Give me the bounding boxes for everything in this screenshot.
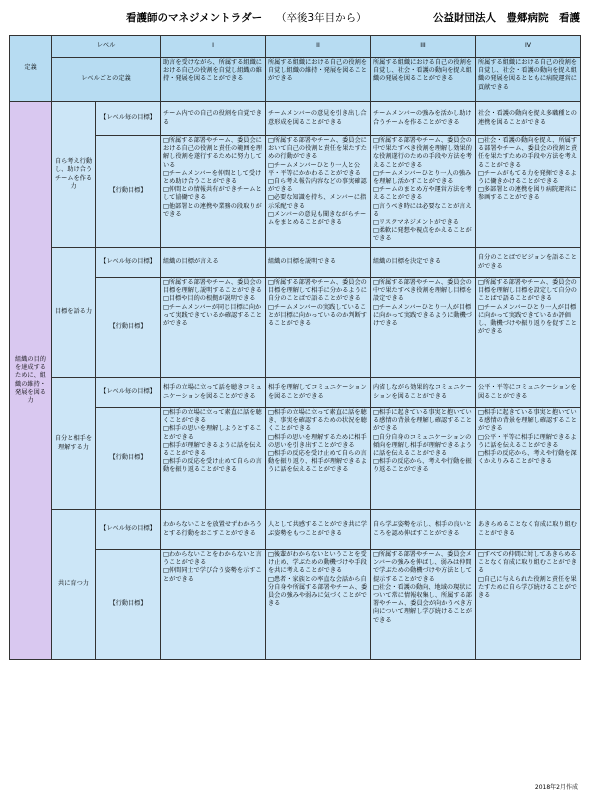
goal-label: 【レベル毎の目標】 [96, 102, 161, 136]
level-goal-cell: 人として共感することができ共に学ぶ姿勢をもつことができる [266, 510, 371, 550]
level-goal-cell: 内省しながら効果的なコミュニケーションを図ることができる [371, 378, 476, 408]
category-label: 組織の目的を達成するために、組織の維持・発展を図る力 [10, 102, 52, 660]
action-goal-cell: □所属する部署やチーム、委員会における自己の役割と責任の範囲を理解し役割を遂行するために努力している □チームメンバーを仲間として受けとめ助け合うことができる □仲間との情報共有ができチームとして協働できる □他部署との連携や業務の段取りができる [161, 136, 266, 248]
action-label: 【行動目標】 [96, 408, 161, 510]
level-definition-3: 所属する組織における自己の役割を自覚し、社会・看護の動向を捉え組織の発展を図ることができる [371, 58, 476, 102]
competency-name: 共に育つ力 [52, 510, 96, 660]
action-goal-cell: □所属する部署やチーム、委員会の目標を理解し目標を設定して自分のことばで語ることができる □チームメンバーひとり一人が目標に向かって実践できているか評価し、動機づけや振り返りを促すことができる [476, 278, 581, 378]
level-goal-cell: チームメンバーの強みを活かし助け合うチームを作ることができる [371, 102, 476, 136]
action-goal-cell: □所属する部署やチーム、委員会の中で果たすべき役割を理解し効果的な役割遂行のための手段や方法を考えることができる □チームメンバーひとり一人の強みを理解し活かすことができる □チームのまとめ方や運営方法を考えることができる □言うべき時には必要なことが言える □リスクマネジメントができる □柔軟に発想や視点をかえることができる [371, 136, 476, 248]
level-goal-cell: 公平・平等にコミュニケーションを図ることができる [476, 378, 581, 408]
level-goal-cell: 相手を理解してコミュニケーションを図ることができる [266, 378, 371, 408]
level-goal-cell: チームメンバーの意見を引き出し合意形成を図ることができる [266, 102, 371, 136]
level-goal-cell: 組織の目標が言える [161, 248, 266, 278]
action-goal-cell: □社会・看護の動向を捉え、所属する部署やチーム、委員会の役割と責任を果たすための手段や方法を考えることができる □チームがもてる力を発揮できるように働きかけることができる □多部署との連携を図り病院運営に参画することができる [476, 136, 581, 248]
level-header-4: IV [476, 36, 581, 58]
page-header [8, 10, 582, 26]
level-goal-cell: 組織の目標を決定できる [371, 248, 476, 278]
action-label: 【行動目標】 [96, 136, 161, 248]
page-subtitle: （卒後3年目から） [276, 12, 367, 24]
page-title: 看護師のマネジメントラダー [126, 12, 263, 24]
action-goal-cell: □後輩がわからないということを受け止め、学ぶための動機づけや手段を共に考えることができる □患者・家族との率直な会話から自分自身や所属する部署やチーム、委員会の強みや弱みに気づくことができる [266, 550, 371, 660]
action-goal-cell: □相手に起きている事実と抱いている感情の背景を理解し確認することができる □公平・平等に相手に理解できるように話を伝えることができる □相手の反応から、考えや行動を深くかえりみることができる [476, 408, 581, 510]
level-goal-cell: チーム内での自己の役割を自覚できる [161, 102, 266, 136]
competency-name: 自分と相手を理解する力 [52, 378, 96, 510]
level-goal-cell: あきらめることなく育成に取り組むことができる [476, 510, 581, 550]
goal-label: 【レベル毎の目標】 [96, 248, 161, 278]
goal-label: 【レベル毎の目標】 [96, 510, 161, 550]
action-goal-cell: □相手の立場に立って素直に話を聴くことができる □相手の思いを理解しようとすることができる □相手が理解できるように話を伝えることができる □相手の反応を受け止めて自らの言動を振り返ることができる [161, 408, 266, 510]
action-goal-cell: □所属する部署やチーム、委員会において自己の役割と責任を果たすための行動ができる □チームメンバーひとり一人と公平・平等にかかわることができる □自ら考え報告内容などの事実確認ができる □必要な知識を持ち、メンバーに指示采配できる □メンバーの意見も聞きながらチームをまとめることができる [266, 136, 371, 248]
definition-label: 定義 [10, 36, 52, 102]
action-goal-cell: □相手に起きている事実と抱いている感情の背景を理解し確認することができる □自分自身のコミュニケーションの傾向を理解し相手が理解できるように話を伝えることができる □相手の反応から、考えや行動を振り返ることができる [371, 408, 476, 510]
level-label: レベル [52, 36, 161, 58]
ladder-table [9, 35, 581, 660]
level-header-3: III [371, 36, 476, 58]
goal-label: 【レベル毎の目標】 [96, 378, 161, 408]
level-definition-4: 所属する組織における自己の役割を自覚し、社会・看護の動向を捉え組織の発展を図るとともに病院運営に貢献できる [476, 58, 581, 102]
action-label: 【行動目標】 [96, 550, 161, 660]
level-definition-2: 所属する組織における自己の役割を自覚し組織の維持・発展を図ることができる [266, 58, 371, 102]
level-goal-cell: 社会・看護の動向を捉え多職種との連携を図ることができる [476, 102, 581, 136]
level-goal-cell: 組織の目標を説明できる [266, 248, 371, 278]
level-header-2: II [266, 36, 371, 58]
action-goal-cell: □わからないことをわからないと言うことができる □仲間同士で学び合う姿勢を示すことができる [161, 550, 266, 660]
level-goal-cell: 相手の立場に立って話を聴きコミュニケーションを図ることができる [161, 378, 266, 408]
action-goal-cell: □所属する部署やチーム、委員会の目標を理解して相手に分かるように自分のことばで語ることができる □チームメンバーの実践していることが目標に向かっているのか判断することができる [266, 278, 371, 378]
level-goal-cell: わからないことを放置せずわかろうとする行動をおこすことができる [161, 510, 266, 550]
footer-date: 2018年2月作成 [534, 784, 578, 791]
level-definition-1: 助言を受けながら、所属する組織における自己の役割を自覚し組織の維持・発展を図ることができる [161, 58, 266, 102]
action-goal-cell: □所属する部署やチーム、委員会メンバーの強みを伸ばし、弱みは仲間で学ぶための動機づけや方法として提示することができる □社会・看護の動向、地域の現状について常に情報収集し、所属する部署やチーム、委員会が向かうべき方向について理解し学び続けることができる [371, 550, 476, 660]
action-goal-cell: □所属する部署やチーム、委員会の中で果たすべき役割を理解し目標を設定できる □チームメンバーひとり一人が目標に向かって実践できるように動機づけできる [371, 278, 476, 378]
organization-name: 公益財団法人 豊郷病院 看護 [433, 12, 580, 24]
action-goal-cell: □すべての仲間に対してあきらめることなく育成に取り組むことができる □自己に与えられた役割と責任を果たすために自ら学び続けることができる [476, 550, 581, 660]
competency-name: 目標を語る力 [52, 248, 96, 378]
level-definition-label: レベルごとの定義 [52, 58, 161, 102]
competency-name: 自ら考え行動し、助け合うチームを作る力 [52, 102, 96, 248]
level-header-1: I [161, 36, 266, 58]
level-goal-cell: 自分のことばでビジョンを語ることができる [476, 248, 581, 278]
action-label: 【行動目標】 [96, 278, 161, 378]
level-goal-cell: 自ら学ぶ姿勢を示し、相手の良いところを認め伸ばすことができる [371, 510, 476, 550]
action-goal-cell: □所属する部署やチーム、委員会の目標を理解し説明することができる □目標や目的の根拠が説明できる □チームメンバーが同じ目標に向かって実践できているか確認することができる [161, 278, 266, 378]
action-goal-cell: □相手の立場に立って素直に話を聴き、事実を確認するための状況を聴くことができる □相手の思いを理解するために相手の思いを引き出すことができる □相手の反応を受け止めて自らの言動を振り返り、相手が理解できるように話を伝えることができる [266, 408, 371, 510]
